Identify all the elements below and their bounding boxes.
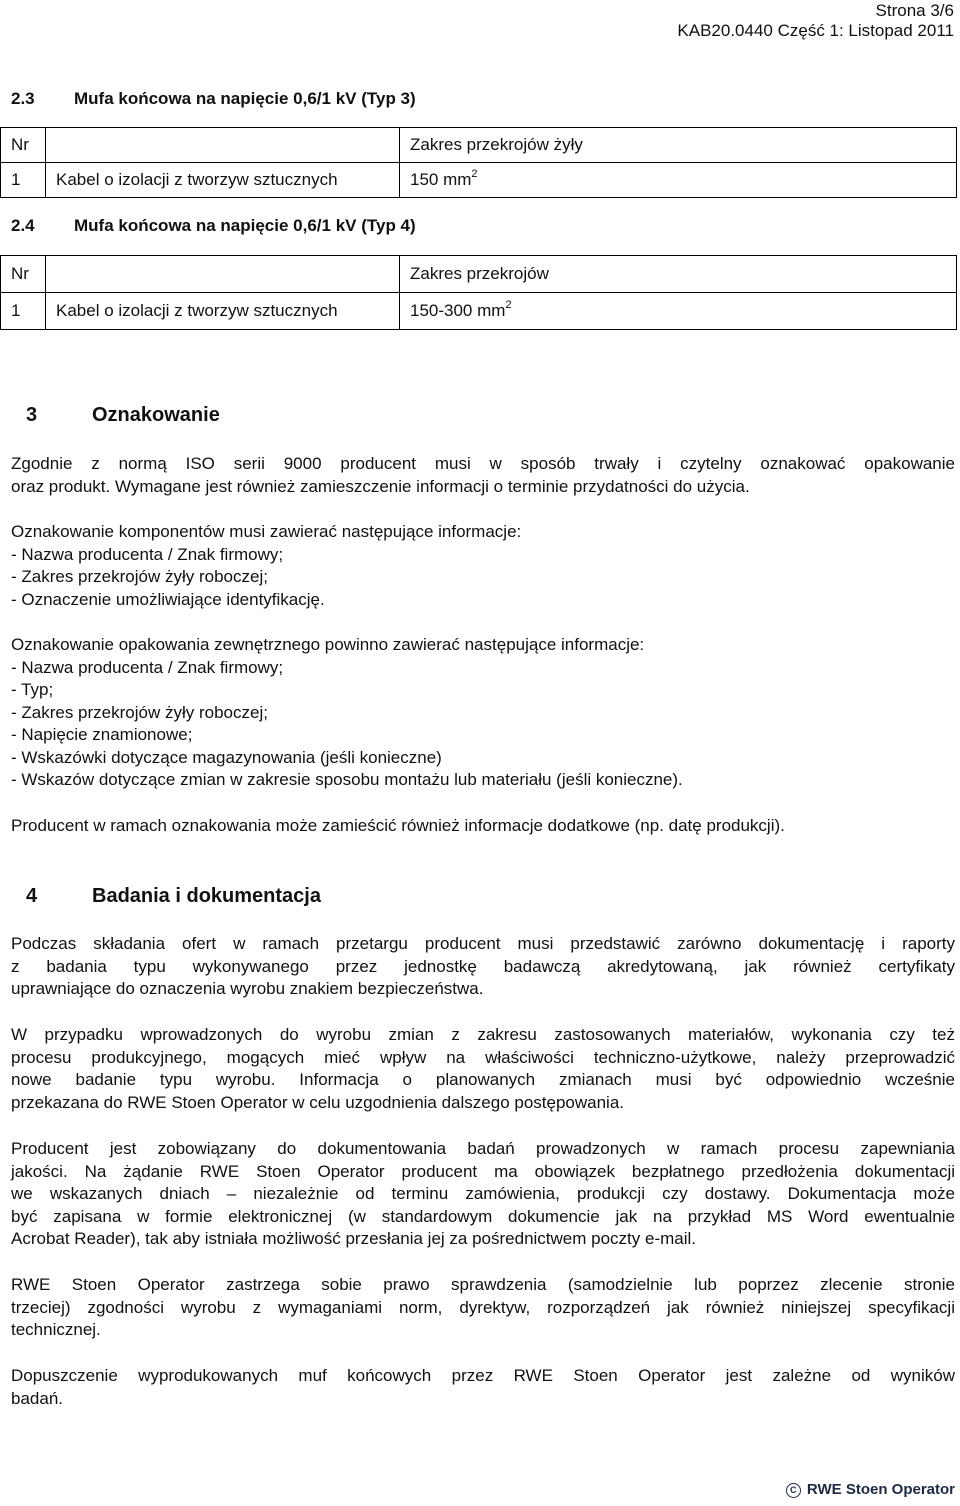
cell-nr: 1 [1, 163, 46, 198]
text-line: nowe badanie typu wyrobu. Informacja o planowanych zmianach musi być odpowiednio wcześnie [11, 1070, 955, 1089]
footer-copyright [786, 1480, 955, 1500]
range-value: 150-300 mm [410, 301, 506, 320]
list-item: - Wskazówki dotyczące magazynowania (jeśli konieczne) [11, 747, 442, 767]
header-cell-nr: Nr [1, 128, 46, 163]
chapter-number: 3 [26, 404, 38, 426]
paragraph-product-changes [11, 1024, 955, 1114]
header-cell-empty [46, 128, 400, 163]
text-line: Oznakowanie komponentów musi zawierać następujące informacje: [11, 522, 522, 541]
table-header-row [1, 256, 957, 293]
list-item: - Wskazów dotyczące zmian w zakresie sposobu montażu lub materiału (jeśli konieczne). [11, 770, 683, 789]
text-line: oraz produkt. Wymagane jest również zamieszczenie informacji o terminie przydatności do użycia. [11, 476, 750, 496]
text-line: Dopuszczenie wyprodukowanych muf końcowych przez RWE Stoen Operator jest zależne od wyników [11, 1366, 955, 1385]
chapter-title: Oznakowanie [92, 404, 220, 426]
text-line: procesu produkcyjnego, mogących mieć wpływ na właściwości techniczno-użytkowe, należy przeprowadzić [11, 1047, 955, 1067]
text-line: RWE Stoen Operator zastrzega sobie prawo sprawdzenia (samodzielnie lub poprzez zlecenie stronie [11, 1275, 955, 1294]
header-cell-nr: Nr [1, 256, 46, 293]
section-number: 2.4 [11, 216, 35, 235]
text-line: Producent w ramach oznakowania może zamieścić również informacje dodatkowe (np. datę produkcji). [11, 816, 785, 835]
text-line: technicznej. [11, 1320, 101, 1339]
cell-name: Kabel o izolacji z tworzyw sztucznych [46, 163, 400, 198]
table-typ-4 [0, 255, 957, 330]
unit-exponent: 2 [505, 299, 512, 311]
text-line: badań. [11, 1388, 63, 1408]
unit-exponent: 2 [471, 168, 478, 180]
header-cell-empty [46, 256, 400, 293]
text-line: we wskazanych dniach – niezależnie od terminu zamówienia, produkcji czy dostawy. Dokumentacja może [11, 1184, 955, 1203]
list-item: - Typ; [11, 680, 54, 699]
document-reference: KAB20.0440 Część 1: Listopad 2011 [677, 21, 954, 40]
page-number: Strona 3/6 [875, 1, 954, 20]
range-value: 150 mm [410, 170, 472, 189]
list-item: - Zakres przekrojów żyły roboczej; [11, 567, 268, 586]
paragraph-compliance-check [11, 1274, 955, 1342]
text-line: trzeciej) zgodności wyrobu z wymaganiami norm, dyrektyw, rozporządzeń jak również niniejszej specyfikacji [11, 1297, 955, 1317]
list-item: - Oznaczenie umożliwiające identyfikację. [11, 589, 325, 609]
text-line: Acrobat Reader), tak aby istniała możliwość przesłania jej za pośrednictwem poczty e-mail. [11, 1229, 697, 1248]
paragraph-packaging-marking [11, 634, 955, 792]
chapter-title: Badania i dokumentacja [92, 885, 321, 907]
text-line: Producent jest zobowiązany do dokumentowania badań prowadzonych w ramach procesu zapewniania [11, 1139, 955, 1158]
text-line: Oznakowanie opakowania zewnętrznego powinno zawierać następujące informacje: [11, 635, 645, 654]
table-typ-3 [0, 127, 957, 198]
chapter-number: 4 [26, 885, 38, 907]
paragraph-tender-docs [11, 933, 955, 1001]
paragraph-quality-docs [11, 1138, 955, 1251]
text-line: być zapisana w formie elektronicznej (w standardowym dokumencie jak na przykład MS Word ewentualnie [11, 1206, 955, 1226]
cell-name: Kabel o izolacji z tworzyw sztucznych [46, 293, 400, 330]
table-row [1, 163, 957, 198]
text-line: Podczas składania ofert w ramach przetargu producent musi przedstawić zarówno dokumentację i raporty [11, 934, 955, 953]
list-item: - Napięcie znamionowe; [11, 725, 193, 744]
header-cell-range: Zakres przekrojów [400, 256, 957, 293]
text-line: z badania typu wykonywanego przez jednostkę badawczą akredytowaną, jak również certyfikaty [11, 956, 955, 976]
section-2-3-heading [11, 88, 416, 110]
paragraph-approval [11, 1365, 955, 1410]
cell-nr: 1 [1, 293, 46, 330]
list-item: - Nazwa producenta / Znak firmowy; [11, 544, 284, 564]
text-line: uprawniające do oznaczenia wyrobu znakiem bezpieczeństwa. [11, 979, 484, 998]
paragraph-component-marking [11, 521, 955, 611]
text-line: W przypadku wprowadzonych do wyrobu zmian z zakresu zastosowanych materiałów, wykonania czy też [11, 1025, 955, 1044]
cell-range [400, 293, 957, 330]
cell-range [400, 163, 957, 198]
list-item: - Zakres przekrojów żyły roboczej; [11, 702, 268, 722]
header-cell-range: Zakres przekrojów żyły [400, 128, 957, 163]
text-line: Zgodnie z normą ISO serii 9000 producent musi w sposób trwały i czytelny oznakować opakowanie [11, 454, 955, 473]
text-line: jakości. Na żądanie RWE Stoen Operator producent ma obowiązek bezpłatnego przedłożenia dokumentacji [11, 1161, 955, 1181]
paragraph-additional-info [11, 815, 955, 838]
text-line: przekazana do RWE Stoen Operator w celu uzgodnienia dalszego postępowania. [11, 1092, 625, 1112]
section-number: 2.3 [11, 89, 35, 108]
section-2-4-heading [11, 215, 416, 237]
copyright-icon: C [786, 1483, 801, 1498]
table-row [1, 293, 957, 330]
footer-company: RWE Stoen Operator [806, 1481, 955, 1498]
table-header-row [1, 128, 957, 163]
list-item: - Nazwa producenta / Znak firmowy; [11, 657, 284, 677]
paragraph-iso-marking [11, 453, 955, 498]
section-title: Mufa końcowa na napięcie 0,6/1 kV (Typ 3) [74, 89, 416, 108]
section-title: Mufa końcowa na napięcie 0,6/1 kV (Typ 4) [74, 216, 416, 235]
